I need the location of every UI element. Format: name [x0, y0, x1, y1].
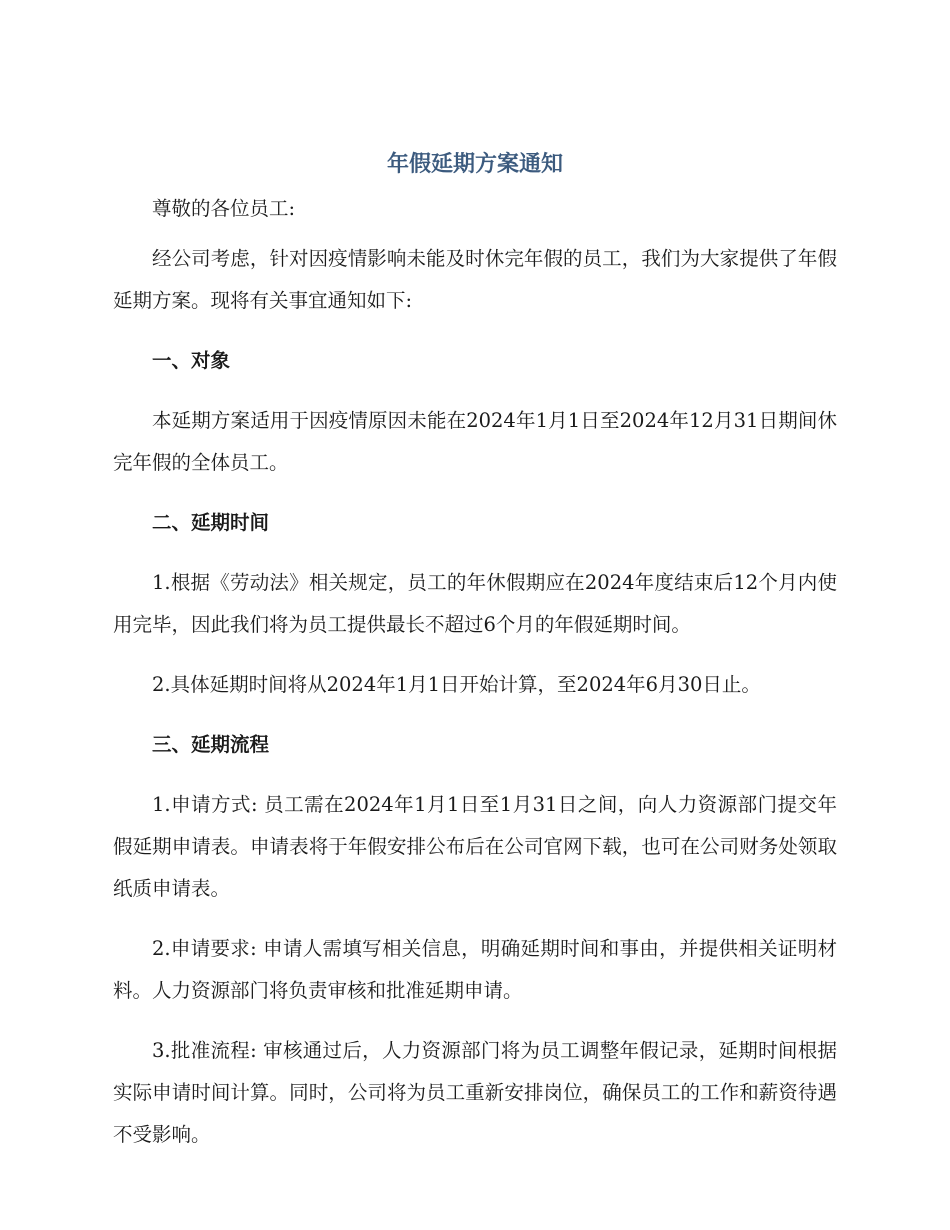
section-extension-process-paragraph-1: 1.申请方式: 员工需在2024年1月1日至1月31日之间，向人力资源部门提交年假延期申请表。申请表将于年假安排公布后在公司官网下载，也可在公司财务处领取纸质申请表。: [113, 793, 837, 900]
section-heading-target: 一、对象: [152, 349, 231, 372]
section-extension-process-paragraph-2: 2.申请要求: 申请人需填写相关信息，明确延期时间和事由，并提供相关证明材料。人力资源部门将负责审核和批准延期申请。: [113, 937, 837, 1002]
greeting: 尊敬的各位员工:: [152, 197, 296, 220]
section-extension-time-paragraph-1: 1.根据《劳动法》相关规定，员工的年休假期应在2024年度结束后12个月内使用完毕，因此我们将为员工提供最长不超过6个月的年假延期时间。: [113, 571, 837, 636]
section-target-paragraph-1: 本延期方案适用于因疫情原因未能在2024年1月1日至2024年12月31日期间休完年假的全体员工。: [113, 409, 837, 474]
section-extension-process-paragraph-3: 3.批准流程: 审核通过后，人力资源部门将为员工调整年假记录，延期时间根据实际申请时间计算。同时，公司将为员工重新安排岗位，确保员工的工作和薪资待遇不受影响。: [113, 1039, 837, 1146]
document-body: [113, 142, 837, 1174]
document-title: 年假延期方案通知: [386, 152, 563, 177]
section-heading-extension-time: 二、延期时间: [152, 511, 270, 534]
section-heading-extension-process: 三、延期流程: [152, 733, 270, 756]
intro-paragraph: 经公司考虑，针对因疫情影响未能及时休完年假的员工，我们为大家提供了年假延期方案。现将有关事宜通知如下:: [113, 247, 837, 312]
section-extension-time-paragraph-2: 2.具体延期时间将从2024年1月1日开始计算，至2024年6月30日止。: [152, 673, 761, 696]
